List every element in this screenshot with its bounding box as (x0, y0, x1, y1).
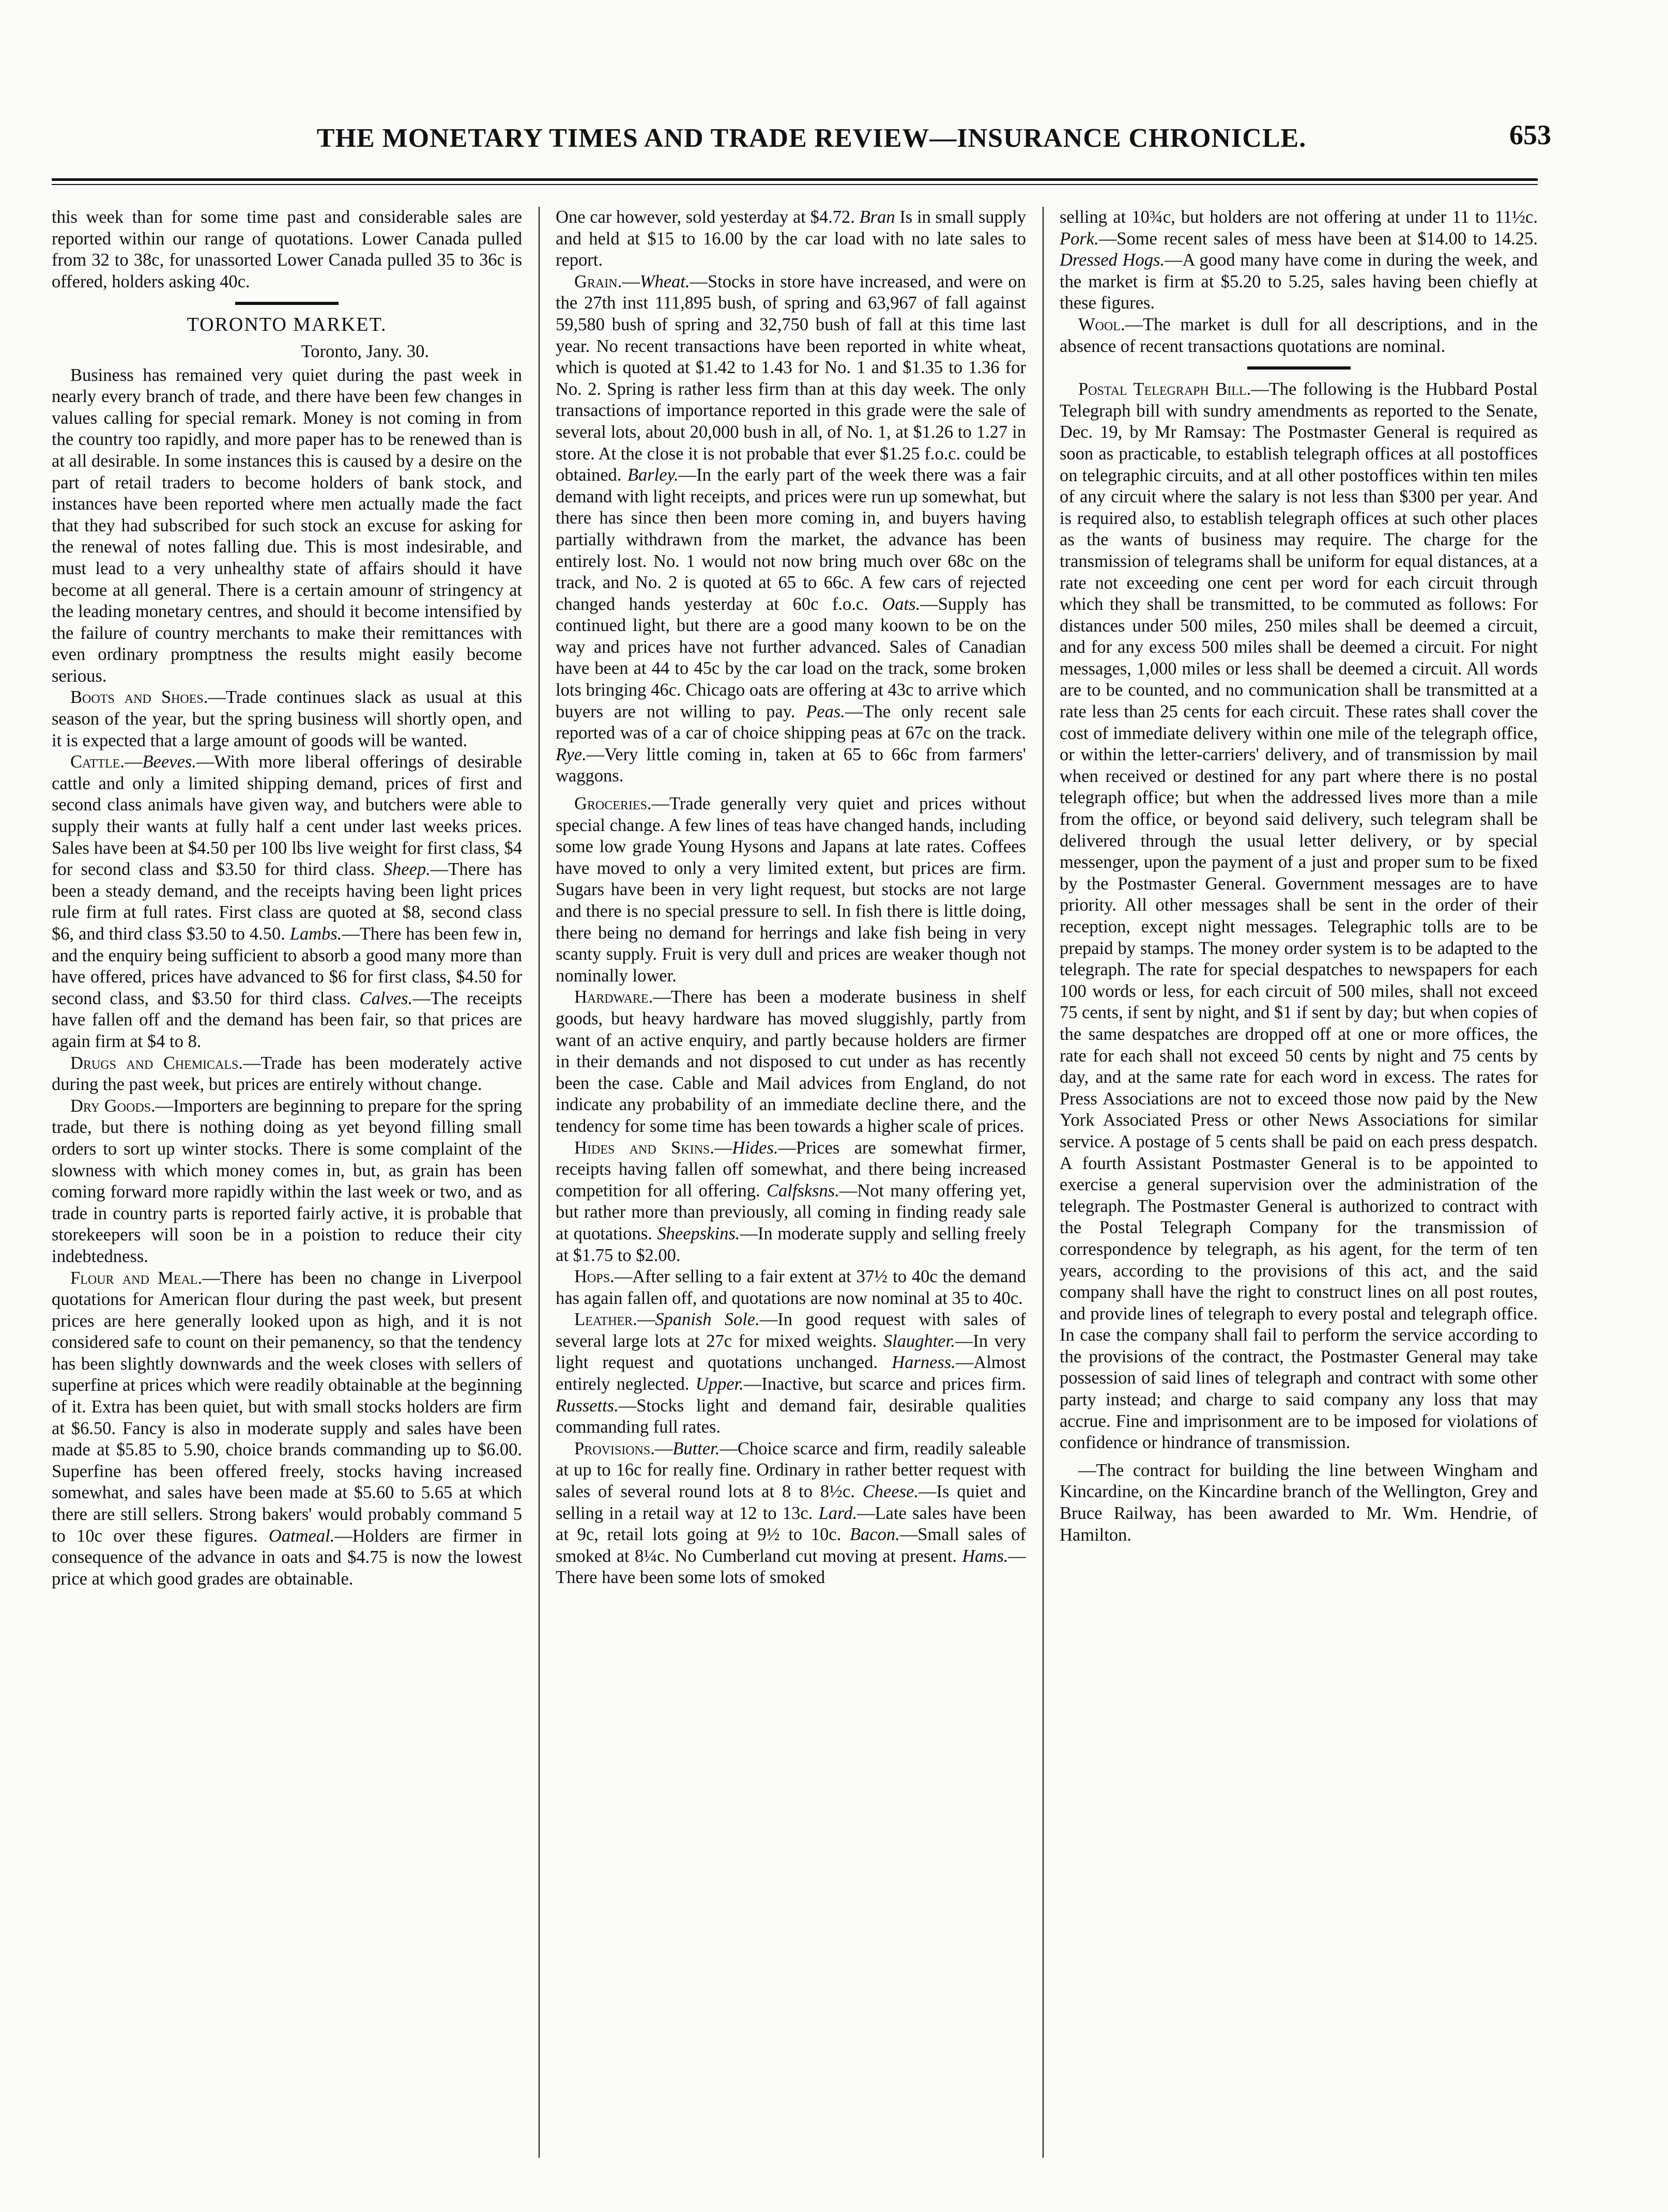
hops-label: Hops. (574, 1267, 615, 1287)
bran-paragraph (556, 207, 1026, 271)
lard-label: Lard. (818, 1503, 858, 1523)
dressed-hogs-text: —A good many have come in during the week, and the market is firm at $5.20 to 5.25, sales having been chiefly at these figures. (1060, 250, 1538, 313)
leather-label: Leather. (574, 1310, 637, 1330)
postal-telegraph-text: —The following is the Hubbard Postal Telegraph bill with sundry amendments as reported to the Senate, Dec. 19, by Mr Ramsay: The Postmaster General is required as soon as practicable, to establish telegraph offices at all postoffices on telegraphic circuits, and at all other postoffices within ten miles of any circuit where the salary is not less than $300 per year. And is required also, to establish telegraph offices at such other places as the wants of business may require. The charge for the transmission of telegrams shall be uniform for equal distances, at a rate not exceeding one cent per word for each circuit through which they shall be transmitted, to be commuted as follows: For distances under 500 miles, 250 miles shall be deemed a circuit, and for any excess 500 miles shall be deemed a circuit. For night messages, 1,000 miles or less shall be deemed a circuit. All words are to be counted, and no communication shall be transmitted at a rate less than 25 cents for each circuit. These rates shall cover the cost of immediate delivery within one mile of the telegraph office, or within the letter-carriers' delivery, and of transmission by mail when received or destined for any part where there is no postal telegraph office; but when the addressed lives more than a mile from the office, or beyond said delivery, such telegram shall be delivered through the usual letter delivery, or by special messenger, upon the payment of a just and proper sum to be fixed by the Postmaster General. Government messages are to have priority. All other messages shall be sent in the order of their reception, except night messages. Telegraphic tolls are to be prepaid by stamps. The money order system is to be adapted to the telegraph. The rate for special despatches to newspapers for each 100 words or less, for each circuit of 500 miles, shall not exceed 75 cents, if sent by night, and $1 if sent by day; but when copies of the same despatches are dropped off at one or more offices, the rate for each shall not exceed 50 cents by night and 75 cents by day, and at the same rate for each word in excess. The rates for Press Associations are not to exceed those now paid by the New York Associated Press or other News Associations for similar service. A postage of 5 cents shall be paid on each press despatch. A fourth Assistant Postmaster General is to be appointed to exercise a general supervision over the administration of the telegraph. The Postmaster General is authorized to contract with the Postal Telegraph Company for the transmission of correspondence by telegraph, as his agent, for the term of ten years, according to the provisions of this act, and the said company shall have the right to construct lines on all post routes, and provide lines of telegraph to every postal and telegraph office. In case the company shall fail to perform the service according to the provisions of the contract, the Postmaster General may take possession of said lines of telegraph and contract with some other party instead; and charge to said company any loss that may accrue. Fine and imprisonment are to be imposed for violations of confidence or hindrance of transmission. (1060, 379, 1538, 1453)
flour-paragraph (52, 1268, 522, 1590)
russetts-text: —Stocks light and demand fair, desirable qualities commanding full rates. (556, 1395, 1026, 1437)
hardware-label: Hardware. (574, 987, 653, 1007)
slaughter-text: —In very light request and quotations unchanged. (556, 1331, 1026, 1373)
grain-paragraph: Grain.—Wheat.—Stocks in store have increased, and were on the 27th inst 111,895 bush, of spring and 63,967 of fall against 59,580 bush of spring and 32,750 bush of fall at this time last year. No recent transactions have been reported in white wheat, which is quoted at $1.42 to 1.43 for No. 1 and $1.35 to 1.36 for No. 2. Spring is rather less firm than at this day week. The only transactions of importance reported in this grade were the sale of several lots, about 20,000 bush in all, of No. 1, at $1.26 to 1.27 in store. At the close it is not probable that ever $1.25 f.o.c. could be obtained. Barley.—In the early part of the week there was a fair demand with light receipts, and prices were run up somewhat, but there has since then been more coming in, and buyers having partially withdrawn from the market, the advance has been entirely lost. No. 1 would not now bring much over 68c on the track, and No. 2 is quoted at 65 to 66c. A few cars of rejected changed hands yesterday at 60c f.o.c. Oats.—Supply has continued light, but there are a good many koown to be on the way and prices have not further advanced. Sales of Canadian have been at 44 to 45c by the car load on the track, some broken lots bringing 46c. Chicago oats are offering at 43c to arrive which buyers are not willing to pay. Peas.—The only recent sale reported was of a car of choice shipping peas at 67c on the track. Rye.—Very little coming in, taken at 65 to 66c from farmers' waggons. (556, 271, 1026, 786)
oats-text: —Supply has continued light, but there are a good many koown to be on the way and prices have not further advanced. Sales of Canadian have been at 44 to 45c by the car load on the track, some broken lots bringing 46c. Chicago oats are offering at 43c to arrive which buyers are not willing to pay. (556, 594, 1026, 721)
paragraph-gap (556, 787, 1026, 793)
lambs-label: Lambs. (289, 924, 342, 944)
rye-label: Rye. (556, 744, 587, 764)
wool-text: —The market is dull for all descriptions, and in the absence of recent transactions quotations are nominal. (1060, 314, 1538, 356)
wool-paragraph (1060, 314, 1538, 357)
upper-text: —Inactive, but scarce and prices firm. (743, 1374, 1026, 1394)
boots-shoes-paragraph (52, 687, 522, 751)
wheat-label: Wheat. (639, 271, 690, 291)
grain-label: Grain. (574, 271, 622, 291)
section-separator (235, 302, 339, 305)
hides-sub-label: Hides. (732, 1138, 778, 1158)
cheese-label: Cheese. (862, 1482, 919, 1502)
upper-label: Upper. (695, 1374, 744, 1394)
header-rule-thin (52, 184, 1538, 185)
bacon-text: —Small sales of smoked at 8¼c. No Cumberland cut moving at present. (556, 1525, 1026, 1566)
column-2 (556, 207, 1026, 2191)
hides-label: Hides and Skins. (574, 1138, 714, 1158)
groceries-paragraph (556, 793, 1026, 987)
barley-label: Barley. (627, 465, 679, 485)
provisions-label: Provisions. (574, 1438, 655, 1458)
header-rule (52, 178, 1538, 181)
toronto-market-heading: TORONTO MARKET. (187, 314, 387, 336)
bacon-label: Bacon. (850, 1525, 900, 1545)
hams-continued: selling at 10¾c, but holders are not offering at under 11 to 11½c. (1060, 207, 1538, 227)
russetts-label: Russetts. (556, 1395, 619, 1416)
sheepskins-text: —In moderate supply and selling freely at $1.75 to $2.00. (556, 1223, 1026, 1265)
dry-goods-text: —Importers are beginning to prepare for the spring trade, but there is nothing doing as yet beyond filling small orders to sort up winter stocks. There is some complaint of the slowness with which money comes in, but, as grain has been coming forward more rapidly within the last week or two, and as trade in country parts is reported fairly active, it is probable that storekeepers will soon be in a poistion to reduce their city indebtedness. (52, 1096, 522, 1266)
cattle-text: —With more liberal offerings of desirable cattle and only a limited shipping demand, prices of first and second class animals have given way, and butchers were able to supply their wants at fully half a cent under last weeks prices. Sales have been at $4.50 per 100 lbs live weight for first class, $4 for second class and $3.50 for third class. (52, 752, 522, 880)
hops-text: —After selling to a fair extent at 37½ to 40c the demand has again fallen off, and quotations are now nominal at 35 to 40c. (556, 1267, 1026, 1308)
dressed-hogs-label: Dressed Hogs. (1060, 250, 1165, 270)
hardware-paragraph (556, 987, 1026, 1137)
bran-intro: One car however, sold yesterday at $4.72. (556, 207, 855, 227)
column-3 (1060, 207, 1538, 2191)
beeves-label: Beeves. (142, 752, 196, 772)
flour-text: —There has been no change in Liverpool quotations for American flour during the past week, but present prices are here generally looked upon as high, and it is not considered safe to count on their pemanency, so that the tendency has been slightly downwards and the week closes with sellers of superfine at prices which were readily obtainable at the beginning of it. Extra has been quiet, but with small stocks holders are firm at $6.50. Fancy is also in moderate supply and sales have been made at $5.85 to 5.90, choice brands commanding up to $6.00. Superfine has been offered freely, stocks having increased somewhat, and sales have been made at $5.60 to 5.65 at which there are still sellers. Strong bakers' would probably command 5 to 10c over these figures. (52, 1268, 522, 1546)
butter-label: Butter. (672, 1438, 720, 1458)
hardware-text: —There has been a moderate business in shelf goods, but heavy hardware has moved sluggishly, partly from want of an active enquiry, and partly because holders are firmer in their demands and not disposed to cut under as has recently been the case. Cable and Mail advices from England, do not indicate any probability of an immediate decline there, and the tendency for some time has been towards a higher scale of prices. (556, 987, 1026, 1136)
harness-text: —Almost entirely neglected. (556, 1353, 1026, 1394)
oatmeal-text: —Holders are firmer in consequence of the advance in oats and $4.75 is now the lowest price at which good grades are obtainable. (52, 1526, 522, 1589)
boots-shoes-text: —Trade continues slack as usual at this season of the year, but the spring business will shortly open, and it is expected that a large amount of goods will be wanted. (52, 687, 522, 750)
harness-label: Harness. (892, 1353, 956, 1373)
provisions-text: —Choice scarce and firm, readily saleable at up to 16c for really fine. Ordinary in rather better request with sales of several round lots at 8 to 8½c. (556, 1438, 1026, 1502)
dry-goods-paragraph (52, 1096, 522, 1268)
wool-continued-paragraph: this week than for some time past and considerable sales are reported within our range of quotations. Lower Canada pulled from 32 to 38c, for unassorted Lower Canada pulled 35 to 36c is offered, holders asking 40c. (52, 207, 522, 291)
hams-text: —There have been some lots of smoked (556, 1546, 1026, 1588)
page-masthead: THE MONETARY TIMES AND TRADE REVIEW—INSURANCE CHRONICLE. (316, 124, 1307, 153)
drugs-paragraph (52, 1053, 522, 1096)
dry-goods-label: Dry Goods. (70, 1096, 156, 1116)
cheese-text: —Is quiet and selling in a retail way at 12 to 13c. (556, 1482, 1026, 1523)
oatmeal-label: Oatmeal. (268, 1526, 335, 1546)
sheep-text: —There has been a steady demand, and the receipts having been light prices rule firm at full rates. First class are quoted at $8, second class $6, and third class $3.50 to 4.50. (52, 859, 522, 944)
sheepskins-label: Sheepskins. (657, 1223, 740, 1243)
grain-text: —Stocks in store have increased, and were on the 27th inst 111,895 bush, of spring and 63,967 of fall against 59,580 bush of spring and 32,750 bush of fall at this time last year. No recent transactions have been reported in white wheat, which is quoted at $1.42 to 1.43 for No. 1 and $1.35 to 1.36 for No. 2. Spring is rather less firm than at this day week. The only transactions of importance reported in this grade were the sale of several lots, about 20,000 bush in all, of No. 1, at $1.26 to 1.27 in store. At the close it is not probable that ever $1.25 f.o.c. could be obtained. (556, 271, 1026, 485)
pork-text: —Some recent sales of mess have been at $14.00 to 14.25. (1098, 228, 1538, 249)
paragraph-gap (1060, 1454, 1538, 1460)
peas-label: Peas. (806, 701, 845, 721)
column-divider-2 (1043, 207, 1044, 2158)
column-1 (52, 207, 522, 2191)
boots-shoes-label: Boots and Shoes. (70, 687, 208, 708)
wool-label: Wool. (1078, 314, 1125, 334)
rye-text: —Very little coming in, taken at 65 to 66c from farmers' waggons. (556, 744, 1026, 786)
column-divider-1 (539, 207, 540, 2158)
lambs-text: —There has been few in, and the enquiry being sufficient to absorb a good many more than have offered, prices have advanced to $6 for first class, $4.50 for second class, and $3.50 for third class. (52, 924, 522, 1008)
cattle-label: Cattle. (70, 752, 125, 772)
page-number: 653 (1509, 119, 1551, 150)
pork-paragraph (1060, 207, 1538, 314)
hides-paragraph: Hides and Skins.—Hides.—Prices are somewhat firmer, receipts having fallen off somewhat, and there being increased competition for all offering. Calfsksns.—Not many offering yet, but rather more than previously, all coming in finding ready sale at quotations. Sheepskins.—In moderate supply and selling freely at $1.75 to $2.00. (556, 1138, 1026, 1265)
slaughter-label: Slaughter. (883, 1331, 955, 1351)
calves-text: —The receipts have fallen off and the demand has been fair, so that prices are again firm at $4 to 8. (52, 988, 522, 1051)
calfskins-text: —Not many offering yet, but rather more than previously, all coming in finding ready sale at quotations. (556, 1180, 1026, 1243)
spanish-sole-label: Spanish Sole. (655, 1310, 760, 1330)
oats-label: Oats. (882, 594, 921, 614)
leather-text: —In good request with sales of several large lots at 27c for mixed weights. (556, 1310, 1026, 1351)
lard-text: —Late sales have been at 9c, retail lots going at 9½ to 10c. (556, 1503, 1026, 1545)
railway-contract-paragraph: —The contract for building the line between Wingham and Kincardine, on the Kincardine branch of the Wellington, Grey and Bruce Railway, has been awarded to Mr. Wm. Hendrie, of Hamilton. (1060, 1460, 1538, 1545)
postal-telegraph-paragraph (1060, 379, 1538, 1454)
calfskins-label: Calfsksns. (766, 1180, 839, 1201)
hams-label: Hams. (962, 1546, 1008, 1566)
drugs-text: —Trade has been moderately active during the past week, but prices are entirely without change. (52, 1053, 522, 1095)
calves-label: Calves. (359, 988, 413, 1008)
peas-text: —The only recent sale reported was of a car of choice shipping peas at 67c on the track. (556, 701, 1026, 743)
section-separator (1247, 366, 1351, 370)
sheep-label: Sheep. (383, 859, 431, 880)
dateline: Toronto, Jany. 30. (301, 341, 429, 361)
flour-label: Flour and Meal. (70, 1268, 203, 1288)
leather-paragraph: Leather.—Spanish Sole.—In good request with sales of several large lots at 27c for mixed weights. Slaughter.—In very light request and quotations unchanged. Harness.—Almost entirely neglected. Upper.—Inactive, but scarce and prices firm. Russetts.—Stocks light and demand fair, desirable qualities commanding full rates. (556, 1310, 1026, 1437)
pork-label: Pork. (1060, 228, 1099, 249)
postal-telegraph-label: Postal Telegraph Bill. (1078, 379, 1251, 400)
cattle-paragraph: Cattle.—Beeves.—With more liberal offerings of desirable cattle and only a limited shipping demand, prices of first and second class animals have given way, and butchers were able to supply their wants at fully half a cent under last weeks prices. Sales have been at $4.50 per 100 lbs live weight for first class, $4 for second class and $3.50 for third class. Sheep.—There has been a steady demand, and the receipts having been light prices rule firm at full rates. First class are quoted at $8, second class $6, and third class $3.50 to 4.50. Lambs.—There has been few in, and the enquiry being sufficient to absorb a good many more than have offered, prices have advanced to $6 for first class, $4.50 for second class, and $3.50 for third class. Calves.—The receipts have fallen off and the demand has been fair, so that prices are again firm at $4 to 8. (52, 752, 522, 1051)
bran-text: Is in small supply and held at $15 to 16.00 by the car load with no late sales to report. (556, 207, 1026, 270)
hops-paragraph (556, 1266, 1026, 1309)
hides-text: —Prices are somewhat firmer, receipts having fallen off somewhat, and there being increased competition for all offering. (556, 1138, 1026, 1201)
business-paragraph: Business has remained very quiet during the past week in nearly every branch of trade, and there have been few changes in values calling for special remark. Money is not coming in from the country too rapidly, and more paper has to be renewed than is at all desirable. In some instances this is caused by a desire on the part of retail traders to become holders of bank stock, and instances have been reported where men actually made the fact that they had subscribed for such stock an excuse for asking for the renewal of notes falling due. This is most indesirable, and must lead to a very unhealthy state of affairs should it have become at all general. There is a certain amounr of stringency at the leading monetary centres, and should it become intensified by the failure of country merchants to make their remittances with even ordinary promptness the results might easily become serious. (52, 365, 522, 686)
provisions-paragraph: Provisions.—Butter.—Choice scarce and firm, readily saleable at up to 16c for really fine. Ordinary in rather better request with sales of several round lots at 8 to 8½c. Cheese.—Is quiet and selling in a retail way at 12 to 13c. Lard.—Late sales have been at 9c, retail lots going at 9½ to 10c. Bacon.—Small sales of smoked at 8¼c. No Cumberland cut moving at present. Hams.—There have been some lots of smoked (556, 1438, 1026, 1588)
groceries-label: Groceries. (574, 794, 652, 814)
bran-label: Bran (859, 207, 895, 227)
groceries-text: —Trade generally very quiet and prices without special change. A few lines of teas have changed hands, including some low grade Young Hysons and Japans at late rates. Coffees have moved to only a very limited extent, but prices are firm. Sugars have been in very light request, but stocks are not large and there is no special pressure to sell. In fish there is little doing, there being no demand for herrings and lake fish being in very scanty supply. Fruit is very dull and prices are weaker though not nominally lower. (556, 794, 1026, 986)
drugs-label: Drugs and Chemicals. (70, 1053, 243, 1073)
barley-text: —In the early part of the week there was a fair demand with light receipts, and prices were run up somewhat, but there has since then been more coming in, and buyers having partially withdrawn from the market, the advance has been entirely lost. No. 1 would not now bring much over 68c on the track, and No. 2 is quoted at 65 to 66c. A few cars of rejected changed hands yesterday at 60c f.o.c. (556, 465, 1026, 614)
